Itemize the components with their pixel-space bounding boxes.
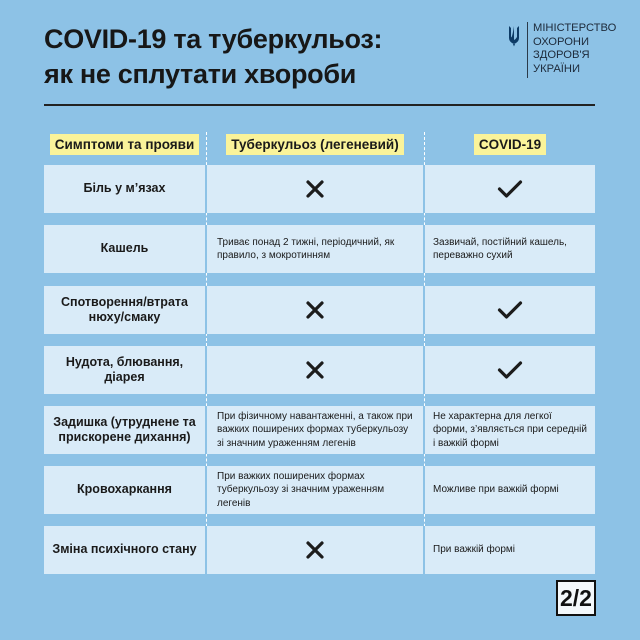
tb-cell [207, 526, 423, 574]
tb-cell [207, 466, 423, 514]
ministry-logo [508, 22, 616, 78]
check-icon [497, 179, 523, 199]
symptom-label: Нудота, блювання, діарея [65, 354, 184, 384]
covid-text: Не характерна для легкої форми, з’являється при середній і важкій формі [433, 410, 587, 449]
covid-cell [425, 346, 595, 394]
symptom-cell [44, 406, 205, 454]
table-row [44, 286, 595, 334]
check-icon [497, 360, 523, 380]
covid-cell [425, 165, 595, 213]
tb-cell [207, 165, 423, 213]
symptom-label: Біль у м’язах [83, 181, 166, 196]
table-row [44, 346, 595, 394]
logo-line: УКРАЇНИ [533, 62, 581, 75]
logo-divider [527, 22, 528, 78]
symptom-cell [44, 466, 205, 514]
logo-line: ЗДОРОВ'Я [533, 49, 590, 61]
symptom-label: Зміна психічного стану [52, 542, 197, 557]
table-row [44, 406, 595, 454]
cross-icon [305, 300, 325, 320]
column-header-covid [425, 132, 595, 156]
covid-text: Зазвичай, постійний кашель, переважно сухий [433, 236, 567, 261]
covid-cell [425, 286, 595, 334]
table-row [44, 225, 595, 273]
page-number: 2/2 [556, 580, 596, 616]
symptom-cell [44, 165, 205, 213]
cross-icon [305, 179, 325, 199]
column-header-label: Симптоми та прояви [50, 134, 200, 155]
tb-cell [207, 406, 423, 454]
table-row [44, 165, 595, 213]
symptom-cell [44, 225, 205, 273]
symptom-cell [44, 286, 205, 334]
trident-icon [508, 25, 520, 47]
tb-text: При фізичному навантаженні, а також при важких поширених формах туберкульозу зі значним ураженням легенів [217, 410, 413, 449]
table-row [44, 466, 595, 514]
covid-cell [425, 466, 595, 514]
cross-icon [305, 360, 325, 380]
column-header-label: COVID-19 [474, 134, 546, 155]
tb-cell [207, 225, 423, 273]
covid-text: При важкій формі [433, 544, 515, 556]
title-line-1: COVID-19 та туберкульоз: [44, 24, 383, 54]
cross-icon [305, 540, 325, 560]
tb-cell [207, 286, 423, 334]
symptom-cell [44, 346, 205, 394]
title-divider [44, 104, 595, 106]
logo-line: ОХОРОНИ [533, 35, 590, 48]
logo-text [533, 22, 616, 76]
covid-text: Можливе при важкій формі [433, 484, 559, 496]
symptom-label: Кровохаркання [77, 482, 172, 497]
logo-line: МІНІСТЕРСТВО [533, 22, 617, 34]
table-row [44, 526, 595, 574]
covid-cell [425, 406, 595, 454]
tb-text: При важких поширених формах туберкульозу зі значним ураженням легенів [217, 470, 385, 509]
covid-cell [425, 225, 595, 273]
title-line-2: як не сплутати хвороби [44, 59, 357, 89]
tb-text: Триває понад 2 тижні, періодичний, як правило, з мокротинням [217, 236, 395, 261]
column-header-label: Туберкульоз (легеневий) [226, 134, 403, 155]
symptom-label: Спотворення/втрата нюху/смаку [61, 294, 188, 324]
check-icon [497, 300, 523, 320]
symptom-label: Кашель [100, 241, 149, 256]
column-header-symptoms [44, 132, 205, 156]
column-header-tb [207, 132, 423, 156]
symptom-cell [44, 526, 205, 574]
covid-cell [425, 526, 595, 574]
symptom-label: Задишка (утруднене та прискорене дихання) [53, 414, 196, 444]
page-title [44, 22, 382, 92]
tb-cell [207, 346, 423, 394]
